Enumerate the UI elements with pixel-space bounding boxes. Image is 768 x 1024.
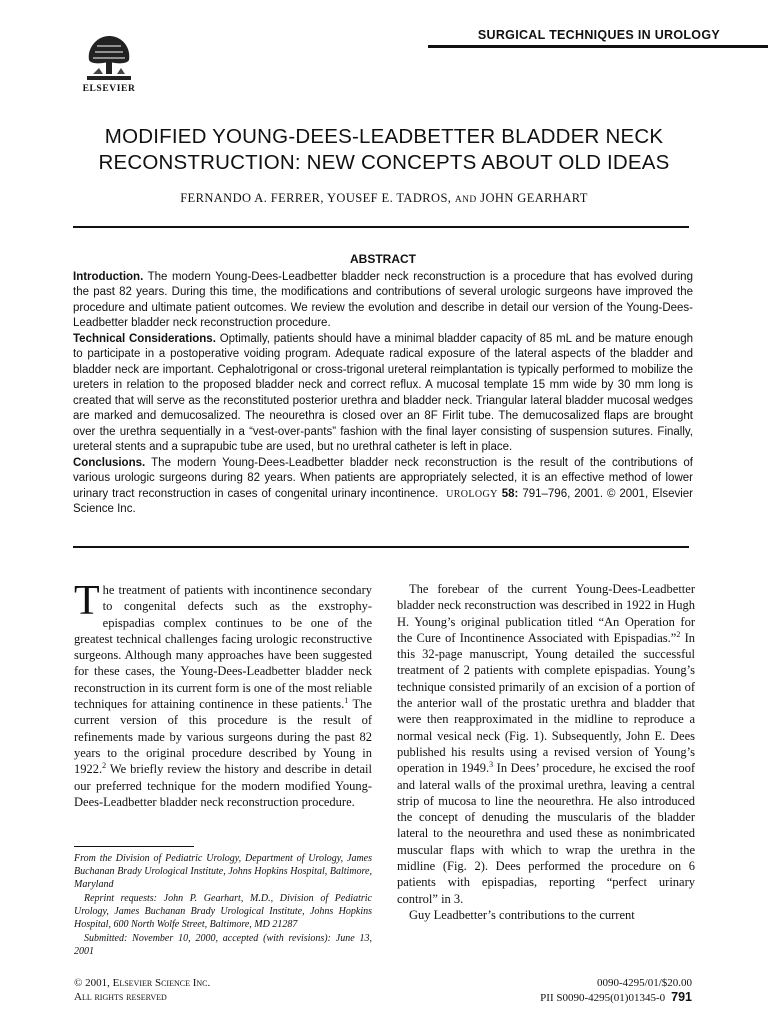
conc-label: Conclusions.: [73, 456, 146, 469]
footer-identifiers: [540, 976, 692, 1005]
footnotes: [74, 852, 372, 959]
tech-text: Optimally, patients should have a minimal bladder capacity of 85 mL and be mature enough to participate in a postoperative voiding program. Adequate radical exposure of the lateral aspects of the bladder and bladder neck are important. Cephalotrigonal or cross-trigonal ureteral reimplantation is typically performed to mobilize the ureters in relation to the proposed bladder neck and correct reflux. A mucosal template 15 mm wide by 30 mm long is created that will serve as the reconstituted posterior urethra and bladder neck. Triangular lateral bladder mucosal wedges are marked and demucosalized. The neourethra is closed over an 8F Firlit tube. The demucosalized flaps are brought over the urethra sequentially in a “vest-over-pants” fashion with the final layer consisting of suspension sutures. Finally, ureteral stents and a suprapubic tube are used, but no urethral catheter is left in place.: [73, 332, 693, 453]
abstract-bottom-rule: [73, 546, 689, 548]
abstract-introduction: [73, 270, 693, 332]
footnote-submitted: Submitted: November 10, 2000, accepted (with revisions): June 13, 2001: [74, 933, 372, 957]
journal-volume: 58:: [501, 487, 519, 500]
journal-name: UROLOGY: [446, 488, 498, 500]
footnote-reprint: Reprint requests: John P. Gearhart, M.D., Division of Pediatric Urology, James Buchanan Brady Urological Institute, Johns Hopkins Hospital, 600 North Wolfe Street, Baltimore, MD 21287: [74, 893, 372, 930]
footer-copyright-block: [74, 976, 210, 1004]
right-text-c: In Dees’ procedure, he excised the roof and lateral walls of the proximal urethra, leaving a central strip of mucosa to line the neourethra. He also introduced the concept of denuding the muscularis of the bladder lateral to the neourethra and used these as nonimbricated muscular flaps with which to wrap the urethra in the midline (Fig. 2). Dees performed the procedure on 6 patients with epispadias, reporting “perfect urinary control” in 3.: [397, 761, 696, 906]
authors-last: JOHN GEARHART: [480, 191, 588, 205]
author-list: [50, 191, 718, 206]
citation: 791–796, 2001. © 2001, Elsevier Science Inc.: [73, 487, 693, 515]
left-paragraph-1: [74, 578, 372, 810]
abstract: [73, 252, 693, 518]
abstract-conclusions: [73, 456, 693, 518]
section-heading: SURGICAL TECHNIQUES IN UROLOGY: [477, 28, 720, 42]
abstract-heading: ABSTRACT: [350, 252, 416, 266]
reference-1: 1: [344, 695, 349, 705]
body-column-right: [397, 581, 695, 923]
footer-rights: All rights reserved: [74, 991, 167, 1003]
reference-2: 2: [102, 761, 107, 771]
article-title: [50, 124, 718, 176]
authors-first: FERNANDO A. FERRER, YOUSEF E. TADROS,: [180, 191, 452, 205]
abstract-top-rule: [73, 226, 689, 228]
drop-cap: T: [74, 578, 100, 624]
reference-2b: 2: [676, 629, 681, 639]
footer-issn: 0090-4295/01/$20.00: [596, 977, 692, 989]
title-line-2: RECONSTRUCTION: NEW CONCEPTS ABOUT OLD IDEAS: [98, 151, 670, 174]
left-text-b: The current version of this procedure is the result of refinements made by various surgeons during the past 82 years to the original procedure described by Young in 1922.: [74, 697, 372, 777]
abstract-technical: [73, 332, 693, 456]
footnote-affiliation: From the Division of Pediatric Urology, Department of Urology, James Buchanan Brady Urological Institute, Johns Hopkins Hospital, Baltimore, Maryland: [74, 853, 372, 890]
tech-label: Technical Considerations.: [73, 332, 216, 345]
left-text-c: We briefly review the history and describe in detail our preferred technique for the modern modified Young-Dees-Leadbetter bladder neck reconstruction procedure.: [74, 762, 372, 809]
footer-pii: PII S0090-4295(01)01345-0: [540, 992, 666, 1004]
authors-and: AND: [454, 195, 477, 205]
body-column-left: [74, 578, 372, 810]
right-paragraph-2: Guy Leadbetter’s contributions to the current: [409, 907, 635, 922]
right-text-a: The forebear of the current Young-Dees-Leadbetter bladder neck reconstruction was described in 1922 in Hugh H. Young’s original publication titled “An Operation for the Cure of Incontinence Associated with Epispadias.”: [397, 582, 695, 645]
right-text-b: In this 32-page manuscript, Young detailed the successful treatment of 2 patients with complete epispadias. Young’s technique consisted primarily of an excision of a portion of the anterior wall of the prostatic urethra and bladder that were then reapproximated in the midline to reproduce a normal vesical neck (Fig. 1). Subsequently, John E. Dees published his results using a revised version of Young’s operation in 1949.: [397, 630, 695, 776]
footer-copyright: © 2001, Elsevier Science Inc.: [74, 977, 211, 989]
right-paragraph-1: [397, 581, 695, 907]
intro-text: The modern Young-Dees-Leadbetter bladder neck reconstruction is a procedure that has evolved during the past 82 years. During this time, the modifications and contributions of several urologic surgeons have improved the procedure and ultimate patient outcomes. We review the evolution and describe in detail our version of the Young-Dees-Leadbetter bladder neck reconstruction procedure.: [73, 270, 693, 329]
title-line-1: MODIFIED YOUNG-DEES-LEADBETTER BLADDER NECK: [104, 125, 664, 148]
header-rule: [428, 45, 768, 48]
left-text-a: he treatment of patients with incontinence secondary to congenital defects such as the exstrophy-epispadias complex continues to be one of the greatest technical challenges facing urologic reconstructive surgeons. Although many approaches have been suggested for these cases, the Young-Dees-Leadbetter bladder neck reconstruction in its current form is one of the most reliable techniques for attaining continence in these patients.: [74, 583, 372, 712]
conc-text: The modern Young-Dees-Leadbetter bladder neck reconstruction is the result of the contributions of various urologic surgeons during 82 years. When patients are appropriately selected, it is an effective method of lower urinary tract reconstruction in cases of congenital urinary incontinence.: [73, 456, 693, 500]
intro-label: Introduction.: [73, 270, 144, 283]
elsevier-logo: [78, 30, 140, 100]
tree-icon: [83, 30, 135, 82]
footer-pii-line: [540, 990, 692, 1005]
publisher-name: ELSEVIER: [82, 84, 136, 94]
footnote-rule: [74, 846, 194, 847]
reference-3: 3: [489, 760, 494, 770]
page-number: 791: [671, 990, 692, 1004]
